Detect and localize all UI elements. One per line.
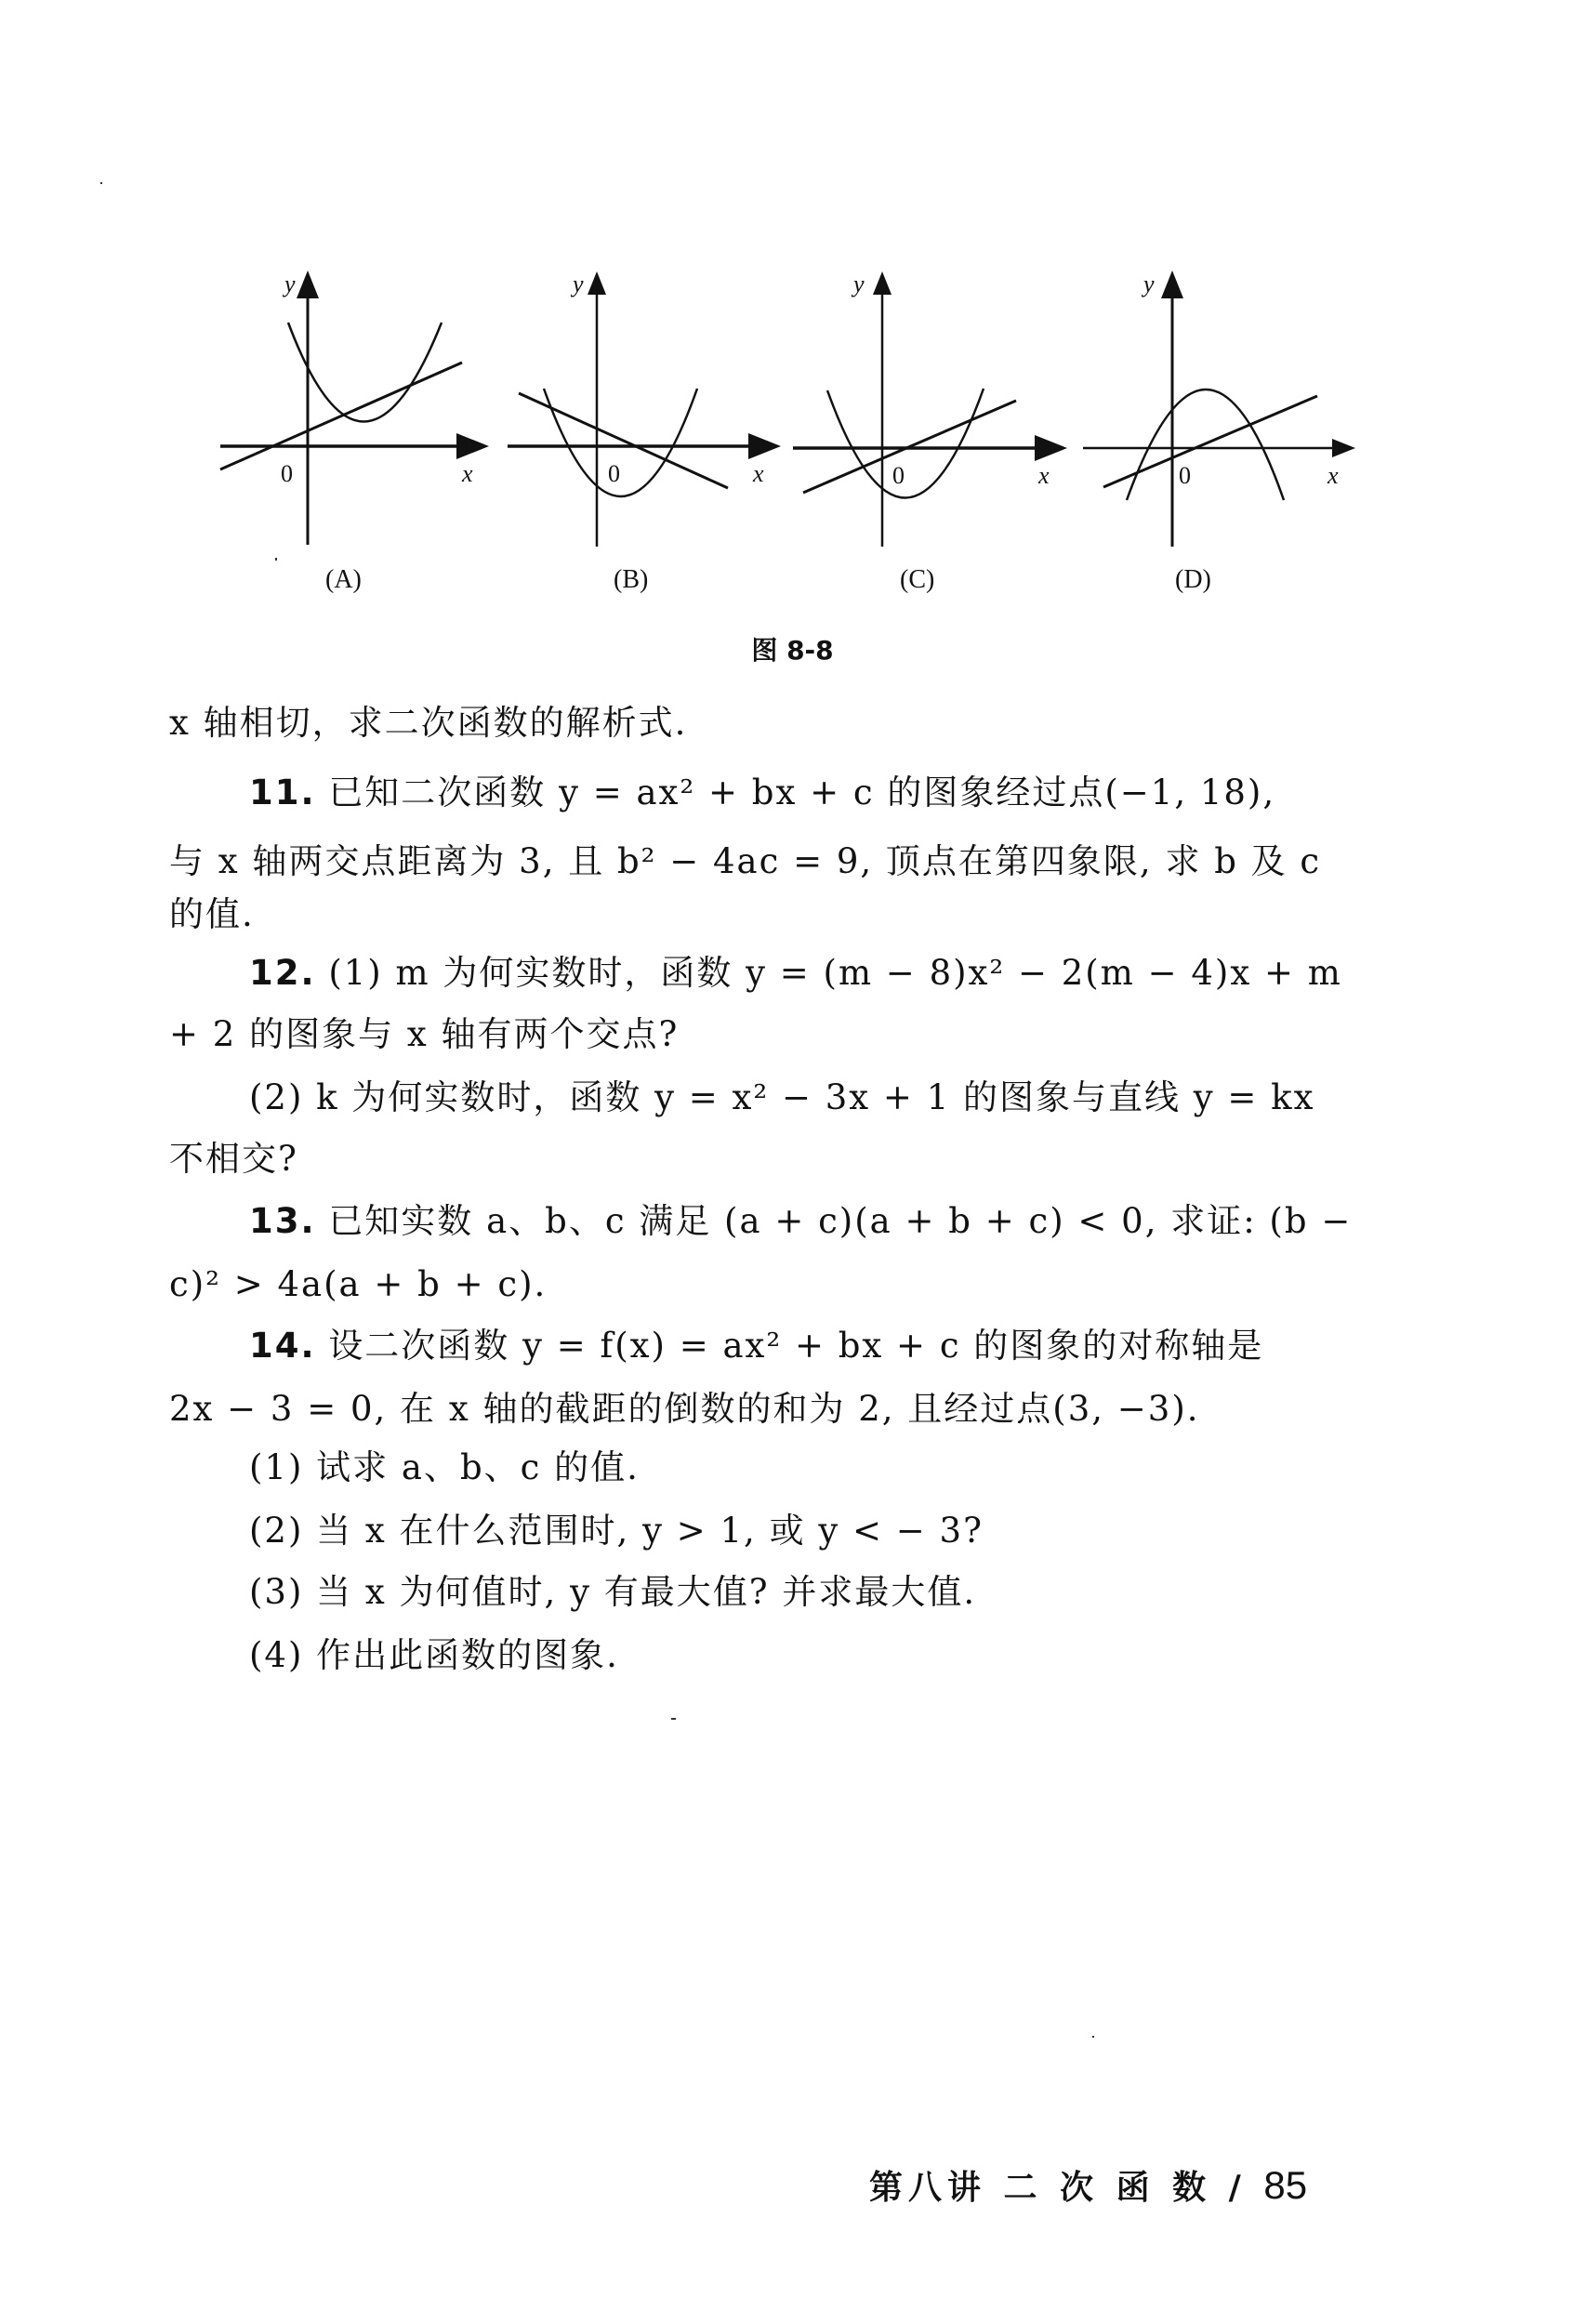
question-11-line-3: 的值. [169,894,255,934]
x-axis-label: x [1038,462,1050,489]
y-axis-label: y [284,271,296,297]
figure-8-8 [0,0,1585,651]
origin-label: 0 [892,462,905,489]
scan-speck [275,558,277,561]
question-number: 12. [249,953,316,993]
graph-panel-b [508,271,774,594]
question-14-sub-2: (2) 当 x 在什么范围时, y > 1, 或 y < − 3? [249,1511,984,1551]
question-12-part-1-line-1 [249,953,1342,994]
x-axis-label: x [753,460,764,487]
question-14-sub-3: (3) 当 x 为何值时, y 有最大值? 并求最大值. [249,1572,977,1612]
graph-panel-c [793,271,1061,594]
question-number: 11. [249,772,316,812]
origin-label: 0 [281,460,293,487]
question-12-part-2-line-1: (2) k 为何实数时，函数 y = x² − 3x + 1 的图象与直线 y = kx [249,1077,1315,1117]
question-text: (1) m 为何实数时，函数 y = (m − 8)x² − 2(m − 4)x + m [328,953,1342,993]
straight-line [220,363,462,469]
chapter-title: 第八讲 二 次 函 数 / [869,2169,1247,2207]
graph-panel-a [220,271,482,594]
question-14-line-1 [249,1326,1263,1367]
panel-label: (D) [1175,565,1211,594]
question-13-line-1 [249,1201,1352,1242]
scan-speck [100,182,102,184]
y-axis-label: y [1143,271,1155,297]
parabola-curve [544,389,697,496]
straight-line [1103,396,1317,487]
straight-line [519,393,728,488]
x-axis-label: x [1327,462,1339,489]
origin-label: 0 [608,460,620,487]
question-11-line-2: 与 x 轴两交点距离为 3, 且 b² − 4ac = 9, 顶点在第四象限, 求 b 及 c [169,841,1322,881]
question-number: 13. [249,1201,316,1241]
question-text: 已知实数 a、b、c 满足 (a + c)(a + b + c) < 0, 求证: (b − [328,1201,1353,1241]
panel-label: (C) [900,565,935,594]
origin-label: 0 [1179,462,1191,489]
y-axis-label: y [853,271,865,297]
question-12-part-1-line-2: + 2 的图象与 x 轴有两个交点? [169,1014,680,1054]
question-14-line-2: 2x − 3 = 0, 在 x 轴的截距的倒数的和为 2, 且经过点(3, −3). [169,1389,1200,1429]
page-number: 85 [1263,2163,1308,2207]
continuation-text: x 轴相切，求二次函数的解析式. [169,703,688,743]
question-13-line-2: c)² > 4a(a + b + c). [169,1264,548,1304]
question-12-part-2-line-2: 不相交? [169,1139,298,1179]
scan-speck [1092,2036,1094,2038]
panel-label: (B) [614,565,649,594]
question-text: 设二次函数 y = f(x) = ax² + bx + c 的图象的对称轴是 [328,1326,1264,1366]
page-footer [869,2161,1307,2209]
question-14-sub-1: (1) 试求 a、b、c 的值. [249,1447,640,1487]
question-number: 14. [249,1326,316,1366]
y-axis-label: y [573,271,584,297]
question-text: 已知二次函数 y = ax² + bx + c 的图象经过点(−1, 18), [328,772,1276,812]
figure-caption: 图 8-8 [751,635,834,666]
question-14-sub-4: (4) 作出此函数的图象. [249,1635,619,1675]
scan-speck [671,1718,676,1720]
question-11-line-1 [249,772,1275,813]
panel-label: (A) [325,565,362,594]
graph-panel-d [1083,271,1351,594]
x-axis-label: x [462,460,473,487]
parabola-curve [827,389,984,498]
